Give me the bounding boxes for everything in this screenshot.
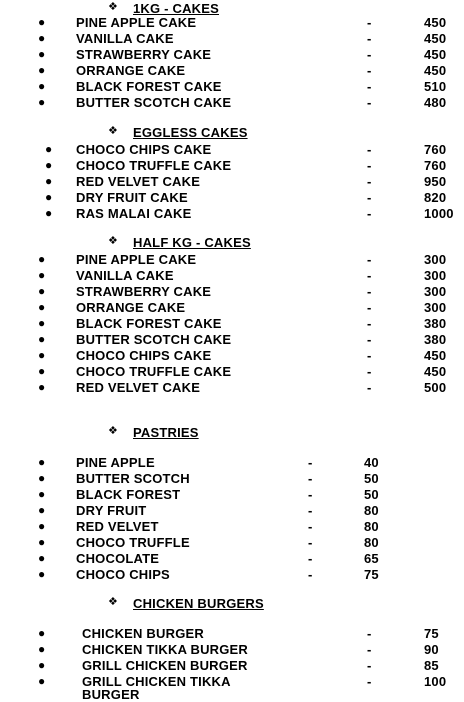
menu-item-name: BUTTER SCOTCH CAKE <box>76 332 232 347</box>
menu-item-dash: - <box>367 380 372 395</box>
menu-item-price: 90 <box>424 642 439 657</box>
bullet-icon: ● <box>38 15 46 29</box>
menu-item-price: 50 <box>364 471 379 486</box>
bullet-icon: ● <box>38 348 46 362</box>
menu-item-name: STRAWBERRY CAKE <box>76 47 212 62</box>
menu-item-name: RAS MALAI CAKE <box>76 206 192 221</box>
bullet-icon: ● <box>38 63 46 77</box>
menu-item-name: BLACK FOREST CAKE <box>76 316 222 331</box>
bullet-icon: ● <box>38 674 46 688</box>
heading-diamond-icon: ❖ <box>108 235 119 247</box>
menu-item-name: CHICKEN BURGER <box>82 626 204 641</box>
bullet-icon: ● <box>38 300 46 314</box>
menu-item-price: 380 <box>424 316 447 331</box>
menu-item-price: 75 <box>364 567 379 582</box>
menu-item-dash: - <box>367 316 372 331</box>
bullet-icon: ● <box>38 567 46 581</box>
menu-item-name: BUTTER SCOTCH <box>76 471 190 486</box>
menu-item-dash: - <box>367 79 372 94</box>
menu-item-name: RED VELVET <box>76 519 159 534</box>
menu-item-dash: - <box>367 15 372 30</box>
menu-item-dash: - <box>367 142 372 157</box>
menu-item-dash: - <box>367 364 372 379</box>
menu-item-name: BLACK FOREST <box>76 487 181 502</box>
menu-item-dash: - <box>308 551 313 566</box>
menu-item-name: BLACK FOREST CAKE <box>76 79 222 94</box>
menu-item-dash: - <box>367 626 372 641</box>
menu-item-price: 450 <box>424 364 447 379</box>
menu-item-dash: - <box>367 47 372 62</box>
bullet-icon: ● <box>38 284 46 298</box>
menu-item-price: 760 <box>424 142 447 157</box>
menu-item-dash: - <box>367 252 372 267</box>
heading-diamond-icon: ❖ <box>108 425 119 437</box>
menu-item-dash: - <box>308 455 313 470</box>
menu-item-name: CHOCO CHIPS CAKE <box>76 142 212 157</box>
menu-item-name: PINE APPLE <box>76 455 155 470</box>
menu-item-dash: - <box>308 503 313 518</box>
menu-item-price: 450 <box>424 47 447 62</box>
menu-item-name: BUTTER SCOTCH CAKE <box>76 95 232 110</box>
menu-item-name: RED VELVET CAKE <box>76 380 201 395</box>
menu-item-dash: - <box>308 535 313 550</box>
menu-item-name: ORRANGE CAKE <box>76 63 186 78</box>
section-heading: CHICKEN BURGERS <box>133 596 264 611</box>
menu-item-dash: - <box>367 158 372 173</box>
menu-item-price: 1000 <box>424 206 454 221</box>
menu-item-name: CHOCO TRUFFLE CAKE <box>76 364 232 379</box>
menu-item-price: 950 <box>424 174 447 189</box>
menu-item-price: 300 <box>424 252 447 267</box>
heading-diamond-icon: ❖ <box>108 125 119 137</box>
bullet-icon: ● <box>38 95 46 109</box>
bullet-icon: ● <box>38 380 46 394</box>
menu-item-dash: - <box>308 519 313 534</box>
bullet-icon: ● <box>45 206 53 220</box>
menu-item-price: 510 <box>424 79 447 94</box>
bullet-icon: ● <box>38 268 46 282</box>
menu-item-name: VANILLA CAKE <box>76 31 174 46</box>
menu-item-name: DRY FRUIT CAKE <box>76 190 188 205</box>
bullet-icon: ● <box>45 190 53 204</box>
menu-item-dash: - <box>308 567 313 582</box>
menu-item-name: STRAWBERRY CAKE <box>76 284 212 299</box>
bullet-icon: ● <box>38 79 46 93</box>
menu-item-price: 450 <box>424 348 447 363</box>
menu-item-dash: - <box>367 63 372 78</box>
menu-item-name: GRILL CHICKEN BURGER <box>82 658 248 673</box>
menu-item-price: 85 <box>424 658 439 673</box>
section-heading: PASTRIES <box>133 425 199 440</box>
menu-item-name: PINE APPLE CAKE <box>76 252 197 267</box>
heading-diamond-icon: ❖ <box>108 1 119 13</box>
menu-item-price: 480 <box>424 95 447 110</box>
menu-item-price: 80 <box>364 519 379 534</box>
menu-item-name: GRILL CHICKEN TIKKA BURGER <box>82 674 231 702</box>
menu-item-dash: - <box>367 95 372 110</box>
section-heading: EGGLESS CAKES <box>133 125 248 140</box>
menu-item-price: 40 <box>364 455 379 470</box>
bullet-icon: ● <box>38 471 46 485</box>
menu-item-price: 100 <box>424 674 447 689</box>
bullet-icon: ● <box>38 31 46 45</box>
bullet-icon: ● <box>38 487 46 501</box>
menu-item-name: RED VELVET CAKE <box>76 174 201 189</box>
menu-item-dash: - <box>367 206 372 221</box>
menu-item-price: 300 <box>424 284 447 299</box>
menu-item-dash: - <box>367 348 372 363</box>
menu-item-dash: - <box>367 642 372 657</box>
menu-item-price: 300 <box>424 300 447 315</box>
bullet-icon: ● <box>38 551 46 565</box>
menu-item-price: 380 <box>424 332 447 347</box>
menu-item-name: PINE APPLE CAKE <box>76 15 197 30</box>
section-heading: 1KG - CAKES <box>133 1 219 16</box>
menu-item-price: 450 <box>424 15 447 30</box>
menu-item-dash: - <box>367 658 372 673</box>
bullet-icon: ● <box>38 658 46 672</box>
bullet-icon: ● <box>38 332 46 346</box>
menu-item-name: CHOCOLATE <box>76 551 160 566</box>
menu-item-price: 820 <box>424 190 447 205</box>
menu-item-dash: - <box>367 300 372 315</box>
menu-item-price: 75 <box>424 626 439 641</box>
menu-item-price: 450 <box>424 31 447 46</box>
section-heading: HALF KG - CAKES <box>133 235 251 250</box>
menu-item-name: CHOCO CHIPS <box>76 567 170 582</box>
menu-item-dash: - <box>367 284 372 299</box>
menu-item-name: ORRANGE CAKE <box>76 300 186 315</box>
heading-diamond-icon: ❖ <box>108 596 119 608</box>
menu-item-dash: - <box>308 471 313 486</box>
menu-item-dash: - <box>367 31 372 46</box>
menu-item-price: 80 <box>364 535 379 550</box>
bullet-icon: ● <box>45 174 53 188</box>
menu-item-name: VANILLA CAKE <box>76 268 174 283</box>
bullet-icon: ● <box>38 364 46 378</box>
menu-item-dash: - <box>367 674 372 689</box>
bullet-icon: ● <box>45 158 53 172</box>
menu-item-name: DRY FRUIT <box>76 503 147 518</box>
menu-item-price: 500 <box>424 380 447 395</box>
menu-item-name: CHOCO CHIPS CAKE <box>76 348 212 363</box>
bullet-icon: ● <box>38 47 46 61</box>
menu-item-price: 80 <box>364 503 379 518</box>
menu-item-dash: - <box>367 332 372 347</box>
bullet-icon: ● <box>38 316 46 330</box>
bullet-icon: ● <box>38 626 46 640</box>
menu-item-dash: - <box>367 174 372 189</box>
menu-item-name: CHOCO TRUFFLE <box>76 535 190 550</box>
bullet-icon: ● <box>38 252 46 266</box>
menu-item-price: 760 <box>424 158 447 173</box>
menu-item-dash: - <box>367 268 372 283</box>
menu-item-name: CHOCO TRUFFLE CAKE <box>76 158 232 173</box>
menu-item-price: 65 <box>364 551 379 566</box>
bullet-icon: ● <box>38 642 46 656</box>
menu-item-dash: - <box>367 190 372 205</box>
menu-item-price: 50 <box>364 487 379 502</box>
bullet-icon: ● <box>38 455 46 469</box>
menu-item-dash: - <box>308 487 313 502</box>
menu-item-price: 300 <box>424 268 447 283</box>
bullet-icon: ● <box>38 535 46 549</box>
bullet-icon: ● <box>38 519 46 533</box>
menu-item-price: 450 <box>424 63 447 78</box>
menu-item-name: CHICKEN TIKKA BURGER <box>82 642 249 657</box>
bullet-icon: ● <box>45 142 53 156</box>
bullet-icon: ● <box>38 503 46 517</box>
